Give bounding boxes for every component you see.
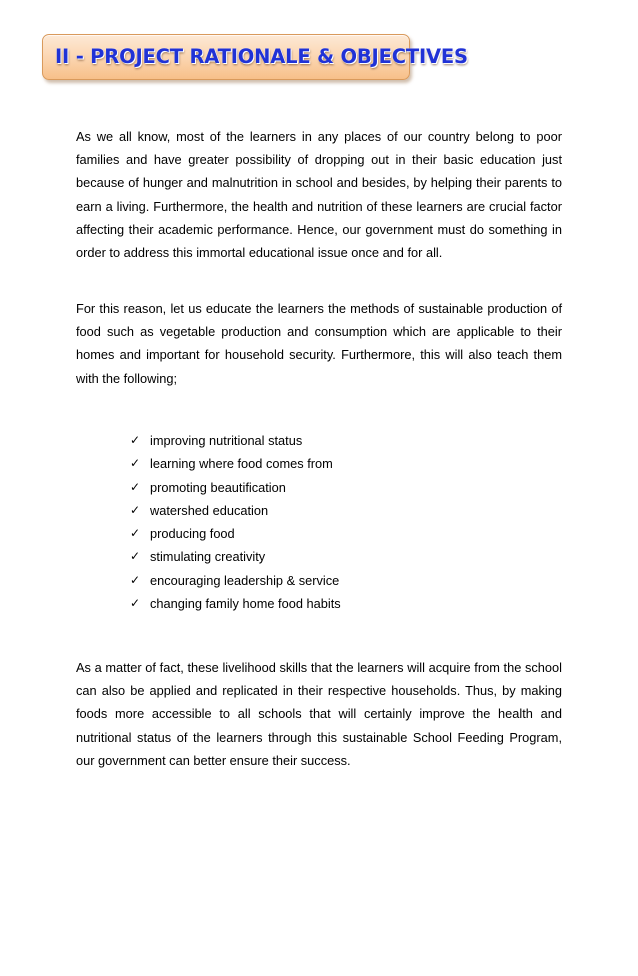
section-header-banner xyxy=(42,34,468,80)
checklist-item xyxy=(130,545,341,568)
paragraph-intro: As we all know, most of the learners in any places of our country belong to poor families and have greater possibility of dropping out in their basic education just because of hunger and malnutrition in school and besides, by helping their parents to earn a living. Furthermore, the health and nutrition of these learners are crucial factor affecting their academic performance. Hence, our government must do something in order to address this immortal educational issue once and for all. xyxy=(76,129,562,261)
checklist-item-label: improving nutritional status xyxy=(150,433,303,448)
paragraph-reason: For this reason, let us educate the learners the methods of sustainable production of food such as vegetable production and consumption which are applicable to their homes and important for household security. Furthermore, this will also teach them with the following; xyxy=(76,301,562,386)
checklist-item-label: learning where food comes from xyxy=(150,456,333,472)
checklist-item xyxy=(130,569,341,592)
checklist-item xyxy=(130,452,341,475)
check-icon: ✓ xyxy=(130,502,141,517)
check-icon: ✓ xyxy=(130,596,141,611)
section-title: II - PROJECT RATIONALE & OBJECTIVES xyxy=(55,45,468,68)
checklist-item-label: producing food xyxy=(150,526,235,542)
checklist-item-label: watershed education xyxy=(150,502,269,518)
check-icon: ✓ xyxy=(130,456,141,471)
checklist-item xyxy=(130,429,341,452)
objectives-checklist xyxy=(130,429,341,615)
checklist-item xyxy=(130,499,341,522)
checklist-item xyxy=(130,522,341,545)
checklist-item xyxy=(130,476,341,499)
checklist-item xyxy=(130,592,341,615)
check-icon: ✓ xyxy=(130,526,141,541)
checklist-item-label: promoting beautification xyxy=(150,479,286,495)
check-icon: ✓ xyxy=(130,433,141,447)
checklist-item-label: encouraging leadership & service xyxy=(150,572,340,588)
check-icon: ✓ xyxy=(130,549,141,564)
checklist-item-label: stimulating creativity xyxy=(150,549,266,565)
paragraph-conclusion: As a matter of fact, these livelihood skills that the learners will acquire from the school can also be applied and replicated in their respective households. Thus, by making foods more accessible to all schools that will certainly improve the health and nutritional status of the learners through this sustainable School Feeding Program, our government can better ensure their success. xyxy=(76,660,562,768)
check-icon: ✓ xyxy=(130,479,141,494)
check-icon: ✓ xyxy=(130,572,141,587)
checklist-item-label: changing family home food habits xyxy=(150,596,341,612)
